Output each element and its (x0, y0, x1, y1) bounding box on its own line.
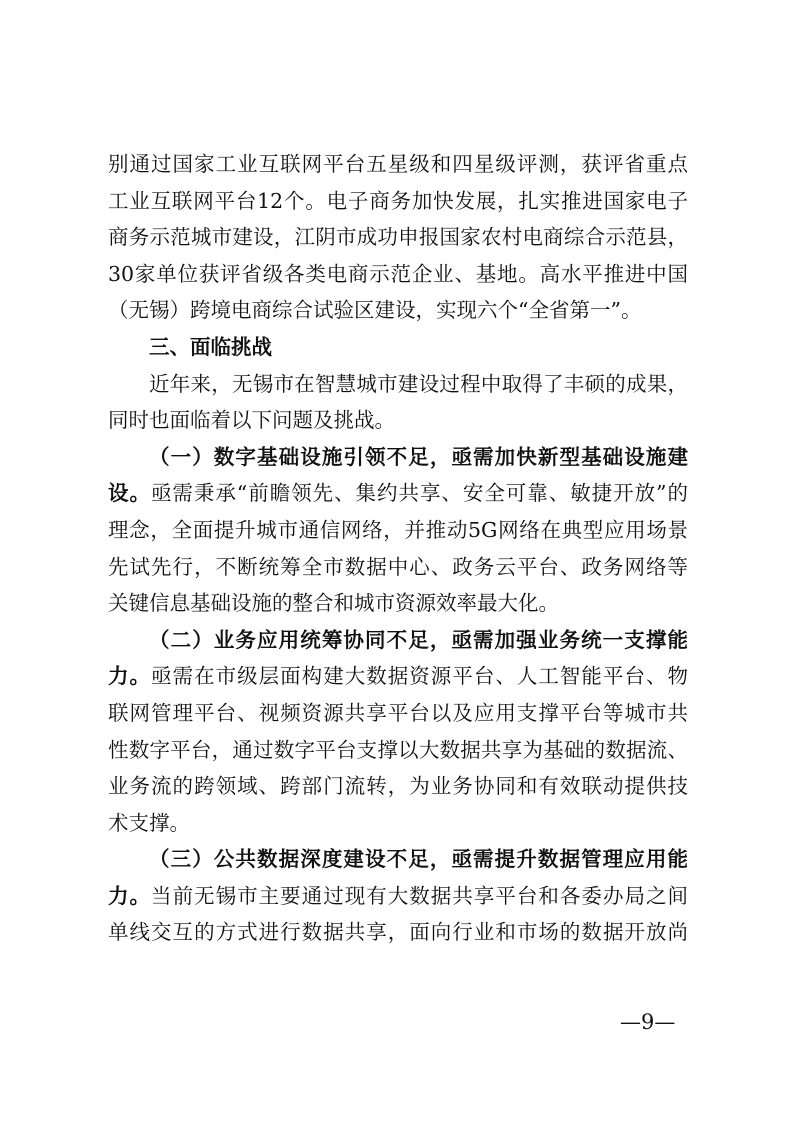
text-line: 联网管理平台、视频资源共享平台以及应用支撑平台等城市共 (108, 700, 688, 725)
subsection-heading-end: 力。 (108, 883, 152, 908)
text-line: 工业互联网平台12个。电子商务加快发展，扎实推进国家电子 (108, 188, 688, 213)
subsection-heading-end: 力。 (108, 664, 152, 689)
text-line: 单线交互的方式进行数据共享，面向行业和市场的数据开放尚 (108, 920, 688, 945)
body-text (108, 146, 688, 951)
text-line: （无锡）跨境电商综合试验区建设，实现六个“全省第一”。 (108, 298, 642, 323)
text-line: 近年来，无锡市在智慧城市建设过程中取得了丰硕的成果， (149, 371, 688, 396)
text-line: 先试先行，不断统筹全市数据中心、政务云平台、政务网络等 (108, 554, 688, 579)
text-line: 商务示范城市建设，江阴市成功申报国家农村电商综合示范县， (108, 225, 688, 250)
text-line (108, 658, 688, 695)
text-line: 业务流的跨领域、跨部门流转，为业务协同和有效联动提供技 (108, 774, 688, 799)
text-run: 亟需在市级层面构建大数据资源平台、人工智能平台、物 (151, 664, 689, 689)
subsection-heading-end: 设。 (108, 481, 151, 506)
text-run: 亟需秉承“前瞻领先、集约共享、安全可靠、敏捷开放”的 (150, 481, 688, 506)
text-line (108, 878, 688, 915)
text-run: 当前无锡市主要通过现有大数据共享平台和各委办局之间 (151, 883, 689, 908)
text-line: 同时也面临着以下问题及挑战。 (108, 408, 395, 433)
subsection-heading: （一）数字基础设施引领不足，亟需加快新型基础设施建 (149, 444, 688, 469)
text-line: 30家单位获评省级各类电商示范企业、基地。高水平推进中国 (108, 261, 688, 286)
text-line: 关键信息基础设施的整合和城市资源效率最大化。 (108, 591, 559, 616)
subsection-heading: （二）业务应用统筹协同不足，亟需加强业务统一支撑能 (149, 627, 688, 652)
subsection-heading: （三）公共数据深度建设不足，亟需提升数据管理应用能 (149, 847, 688, 872)
text-line: 理念，全面提升城市通信网络，并推动5G网络在典型应用场景 (108, 517, 688, 542)
text-line: 别通过国家工业互联网平台五星级和四星级评测，获评省重点 (108, 152, 688, 176)
text-line: 术支撑。 (108, 810, 190, 835)
page-number: —9— (620, 1010, 676, 1034)
section-heading: 三、面临挑战 (149, 334, 272, 359)
text-line: 性数字平台，通过数字平台支撑以大数据共享为基础的数据流、 (108, 737, 688, 762)
text-line (108, 475, 688, 512)
